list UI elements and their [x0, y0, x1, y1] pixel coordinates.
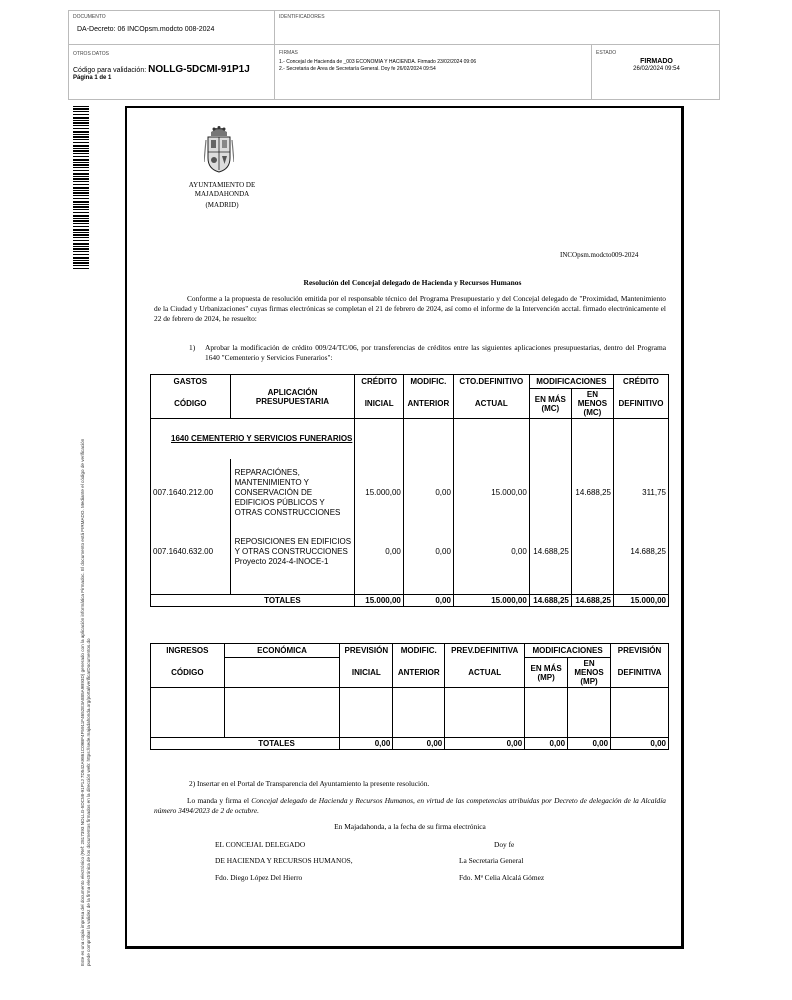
row2-inicial: 0,00	[355, 527, 403, 577]
page-count: Página 1 de 1	[73, 75, 112, 81]
gastos-h-modificaciones: MODIFICACIONES	[529, 375, 613, 389]
gastos-totales-label: TOTALES	[230, 595, 355, 607]
identificadores-box	[274, 10, 720, 45]
estado-date: 26/02/2024 09:54	[633, 66, 680, 72]
ingresos-h-codigo: CÓDIGO	[151, 658, 225, 688]
validation-prefix: Código para validación:	[73, 67, 147, 74]
gastos-spacer-row	[151, 577, 669, 595]
gastos-total-actual: 15.000,00	[453, 595, 529, 607]
ingresos-total-definitivo: 0,00	[611, 738, 669, 750]
otros-datos-label: OTROS DATOS	[73, 51, 109, 57]
ingresos-totales-label: TOTALES	[224, 738, 340, 750]
org-name-block	[168, 181, 276, 210]
side-line-1: Este es una copia impresa del documento electrónico (Ref: 2817393 NOLLG-5DCMI-91P1J 7D542A9861C09BF4F5911F4652E3A885A9B93D) generado con la aplicación informática Firmadoc. El documento está FIRMADO. Mediante el código de verificación	[80, 438, 85, 966]
gastos-h-definitivo: DEFINITIVO	[613, 389, 668, 419]
ingresos-h-economica: ECONÓMICA	[224, 644, 340, 658]
row2-mas: 14.688,25	[529, 527, 571, 577]
gastos-header-row-2	[151, 389, 669, 419]
gastos-section-title: 1640 CEMENTERIO Y SERVICIOS FUNERARIOS	[171, 434, 353, 444]
ingresos-h-prevision: PREVISIÓN	[340, 644, 393, 658]
ingresos-h-anterior: ANTERIOR	[393, 658, 445, 688]
ingresos-h-inicial: INICIAL	[340, 658, 393, 688]
org-line-1: AYUNTAMIENTO DE	[188, 181, 256, 189]
row2-codigo: 007.1640.632.00	[151, 527, 231, 577]
row1-definitivo: 311,75	[613, 459, 668, 527]
signature-right-2: La Secretaria General	[459, 856, 524, 865]
signature-left-2: DE HACIENDA Y RECURSOS HUMANOS,	[215, 856, 353, 865]
signature-left-3: Fdo. Diego López Del Hierro	[215, 873, 303, 882]
otros-datos-box	[68, 44, 275, 100]
ingresos-header-row-1	[151, 644, 669, 658]
row1-codigo: 007.1640.212.00	[151, 459, 231, 527]
identificadores-label: IDENTIFICADORES	[279, 14, 325, 20]
gastos-total-menos: 14.688,25	[571, 595, 613, 607]
row1-anterior: 0,00	[403, 459, 453, 527]
ingresos-h-enmas: EN MÁS (MP)	[525, 658, 568, 688]
ingresos-empty-row	[151, 688, 669, 738]
estado-value: FIRMADO	[640, 58, 673, 65]
coat-of-arms-icon	[204, 126, 234, 174]
gastos-h-gastos: GASTOS	[151, 375, 231, 389]
ingresos-h-modific: MODIFIC.	[393, 644, 445, 658]
ingresos-h-definitiva: DEFINITIVA	[611, 658, 669, 688]
gastos-h-actual: ACTUAL	[453, 389, 529, 419]
documento-box	[68, 10, 275, 45]
mandate-b: Concejal delegado de Hacienda y Recursos Humanos,	[251, 796, 415, 805]
ingresos-h-modificaciones: MODIFICACIONES	[525, 644, 611, 658]
row2-actual: 0,00	[453, 527, 529, 577]
place-date: En Majadahonda, a la fecha de su firma electrónica	[334, 822, 486, 831]
documento-label: DOCUMENTO	[73, 14, 106, 20]
mandate-a: Lo manda y firma el	[187, 796, 252, 805]
gastos-h-modific: MODIFIC.	[403, 375, 453, 389]
row1-actual: 15.000,00	[453, 459, 529, 527]
ingresos-total-anterior: 0,00	[393, 738, 445, 750]
org-line-2: MAJADAHONDA	[194, 189, 250, 198]
validation-code: NOLLG-5DCMI-91P1J	[148, 64, 250, 75]
gastos-total-mas: 14.688,25	[529, 595, 571, 607]
signature-right-1: Doy fe	[494, 840, 515, 849]
gastos-totals-row	[151, 595, 669, 607]
row2-menos	[571, 527, 613, 577]
row1-menos: 14.688,25	[571, 459, 613, 527]
row2-anterior: 0,00	[403, 527, 453, 577]
item2-text: 2) Insertar en el Portal de Transparencia del Ayuntamiento la presente resolución.	[189, 779, 430, 788]
ingresos-total-actual: 0,00	[445, 738, 525, 750]
firma-1: 1.- Concejal de Hacienda de _003 ECONOMIA Y HACIENDA. Firmado 23/02/2024 09:06	[279, 59, 477, 65]
gastos-h-enmenos: EN MENOS (MC)	[571, 389, 613, 419]
gastos-table	[150, 374, 669, 607]
gastos-h-credito2: CRÉDITO	[613, 375, 668, 389]
resolution-title: Resolución del Concejal delegado de Hacienda y Recursos Humanos	[303, 278, 522, 287]
mandate-c: en virtud de las competencias atribuidas por Decreto de delegación de la Alcaldía número 3494/2023 de 2 de octubre.	[154, 796, 666, 815]
row2-definitivo: 14.688,25	[613, 527, 668, 577]
ingresos-header-row-2	[151, 658, 669, 688]
ingresos-h-prevision2: PREVISIÓN	[611, 644, 669, 658]
firma-2: 2.- Secretaria de Area de Secretaría General. Doy fe 26/02/2024 09:54	[279, 66, 436, 72]
firmas-label: FIRMAS	[279, 50, 298, 56]
ingresos-total-menos: 0,00	[568, 738, 611, 750]
ingresos-h-prevdef: PREV.DEFINITIVA	[445, 644, 525, 658]
ingresos-total-inicial: 0,00	[340, 738, 393, 750]
signature-right-3: Fdo. Mª Celia Alcalá Gómez	[459, 873, 545, 882]
row2-desc: REPOSICIONES EN EDIFICIOS Y OTRAS CONSTRUCCIONES	[234, 536, 352, 556]
table-row	[151, 459, 669, 527]
barcode	[73, 106, 89, 270]
ingresos-total-mas: 0,00	[525, 738, 568, 750]
signature-left-1: EL CONCEJAL DELEGADO	[215, 840, 306, 849]
gastos-total-anterior: 0,00	[403, 595, 453, 607]
gastos-h-aplicacion: APLICACIÓN PRESUPUESTARIA	[230, 375, 355, 419]
row1-inicial: 15.000,00	[355, 459, 403, 527]
org-line-3: (MADRID)	[205, 201, 239, 209]
mandate-paragraph	[154, 796, 666, 816]
gastos-section-row	[151, 419, 669, 459]
row1-mas	[529, 459, 571, 527]
gastos-header-row-1	[151, 375, 669, 389]
ingresos-h-actual: ACTUAL	[445, 658, 525, 688]
validation-code-line	[73, 64, 250, 75]
gastos-h-ctodef: CTO.DEFINITIVO	[453, 375, 529, 389]
gastos-h-inicial: INICIAL	[355, 389, 403, 419]
row1-desc: REPARACIÓNES, MANTENIMIENTO Y CONSERVACIÓN DE EDIFICIOS PÚBLICOS Y OTRAS CONSTRUCCIONES	[230, 459, 355, 527]
row2-project: Proyecto 2024-4-INOCE-1	[234, 556, 329, 566]
item1-number: 1)	[189, 343, 196, 352]
gastos-h-anterior: ANTERIOR	[403, 389, 453, 419]
ingresos-table	[150, 643, 669, 750]
gastos-h-credito: CRÉDITO	[355, 375, 403, 389]
intro-paragraph: Conforme a la propuesta de resolución emitida por el responsable técnico del Programa Presupuestario y del Concejal delegado de "Proximidad, Mantenimiento de la Ciudad y Urbanizaciones" cuyas firmas electrónicas se completan el 21 de febrero de 2024, así como el informe de la Intervención acctal. firmado electrónicamente el 22 de febrero de 2024, he resuelto:	[154, 294, 666, 323]
ingresos-h-ingresos: INGRESOS	[151, 644, 225, 658]
gastos-h-enmas: EN MÁS (MC)	[529, 389, 571, 419]
estado-label: ESTADO	[596, 50, 617, 56]
gastos-total-inicial: 15.000,00	[355, 595, 403, 607]
item1-text: Aprobar la modificación de crédito 009/24/TC/06, por transferencias de créditos entre las siguientes aplicaciones presupuestarias, dentro del Programa 1640 "Cementerio y Servicios Funerarios":	[205, 343, 666, 362]
firmas-box	[274, 44, 592, 100]
gastos-total-definitivo: 15.000,00	[613, 595, 668, 607]
estado-box	[591, 44, 720, 100]
side-legal-text	[80, 276, 92, 966]
document-ref: INCOpsm.modcto009-2024	[560, 251, 639, 259]
ingresos-h-enmenos: EN MENOS (MP)	[568, 658, 611, 688]
table-row	[151, 527, 669, 577]
gastos-h-codigo: CÓDIGO	[151, 389, 231, 419]
side-line-2: puede comprobar la validez de la firma electrónica de los documentos firmados en la dirección web: https://sede.majadahonda.org/portal/verificarDocumentos.do	[86, 638, 91, 966]
documento-value: DA-Decreto: 06 INCOpsm.modcto 008-2024	[77, 26, 215, 33]
ingresos-totals-row	[151, 738, 669, 750]
